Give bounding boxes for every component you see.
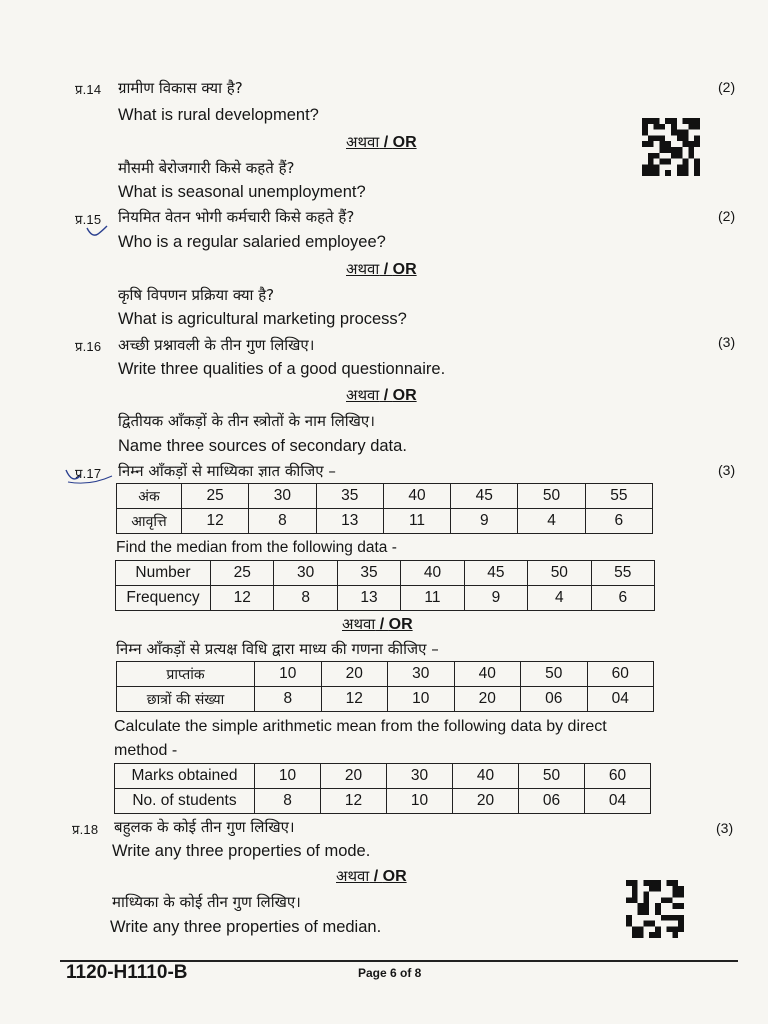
table-cell: 30 [388, 662, 455, 687]
table-cell: 10 [387, 789, 453, 814]
q16-english: Write three qualities of a good questionnaire. [118, 360, 446, 378]
q18-alt-hindi: माध्यिका के कोई तीन गुण लिखिए। [112, 893, 301, 911]
median-table-english [115, 560, 655, 611]
table-cell: 55 [591, 561, 654, 586]
q16-alt-english: Name three sources of secondary data. [118, 437, 407, 455]
table-cell: 4 [528, 586, 591, 611]
table-cell: 40 [383, 484, 450, 509]
q14-hindi: ग्रामीण विकास क्या है? [118, 79, 243, 97]
table-row [115, 789, 651, 814]
table-row [117, 662, 654, 687]
table-row [115, 764, 651, 789]
mean-table-hindi [116, 661, 654, 712]
q14-alt-hindi: मौसमी बेरोजगारी किसे कहते हैं? [118, 159, 295, 177]
table-cell: 11 [383, 509, 450, 534]
table-cell: 40 [453, 764, 519, 789]
q15-or-label: अथवा / OR [346, 260, 417, 278]
row-label: No. of students [115, 789, 255, 814]
table-cell: 25 [182, 484, 249, 509]
q17-or-label: अथवा / OR [342, 615, 413, 633]
table-cell: 11 [401, 586, 464, 611]
table-cell: 25 [211, 561, 274, 586]
table-cell: 50 [521, 662, 588, 687]
table-cell: 50 [518, 484, 585, 509]
table-cell: 04 [585, 789, 651, 814]
table-cell: 40 [401, 561, 464, 586]
row-label: अंक [117, 484, 182, 509]
q16-marks: (3) [718, 334, 736, 350]
q15-hindi: नियमित वेतन भोगी कर्मचारी किसे कहते हैं? [118, 208, 355, 226]
table-cell: 35 [316, 484, 383, 509]
table-cell: 30 [274, 561, 337, 586]
table-cell: 04 [587, 687, 654, 712]
qr-code-bottom [626, 880, 684, 938]
row-label: Number [116, 561, 211, 586]
q18-hindi: बहुलक के कोई तीन गुण लिखिए। [114, 818, 295, 836]
table-row [117, 509, 653, 534]
table-cell: 35 [337, 561, 400, 586]
q18-alt-english: Write any three properties of median. [110, 918, 382, 936]
table-cell: 8 [249, 509, 316, 534]
q17-english: Find the median from the following data - [116, 539, 397, 556]
table-cell: 30 [249, 484, 316, 509]
q16-hindi: अच्छी प्रश्नावली के तीन गुण लिखिए। [118, 336, 315, 354]
row-label: Frequency [116, 586, 211, 611]
table-cell: 50 [528, 561, 591, 586]
table-cell: 8 [255, 789, 321, 814]
row-label: Marks obtained [115, 764, 255, 789]
table-cell: 45 [451, 484, 518, 509]
table-cell: 20 [321, 764, 387, 789]
table-cell: 55 [585, 484, 652, 509]
row-label: प्राप्तांक [117, 662, 255, 687]
q18-english: Write any three properties of mode. [112, 842, 371, 860]
paper-code: 1120-H1110-B [66, 962, 188, 983]
table-cell: 6 [591, 586, 654, 611]
q15-alt-english: What is agricultural marketing process? [118, 310, 407, 328]
table-cell: 40 [454, 662, 521, 687]
q18-or-label: अथवा / OR [336, 867, 407, 885]
q16-number: प्र.16 [75, 339, 102, 354]
table-cell: 06 [519, 789, 585, 814]
q14-number: प्र.14 [75, 82, 102, 97]
q17-number: प्र.17 [75, 466, 102, 481]
table-cell: 12 [321, 687, 388, 712]
row-label: छात्रों की संख्या [117, 687, 255, 712]
q17-alt-english-line2: method - [114, 742, 178, 759]
qr-code-top [642, 118, 700, 176]
table-cell: 4 [518, 509, 585, 534]
q14-or-label: अथवा / OR [346, 133, 417, 151]
table-cell: 6 [585, 509, 652, 534]
median-table-hindi [116, 483, 653, 534]
table-cell: 45 [464, 561, 527, 586]
q16-or-label: अथवा / OR [346, 386, 417, 404]
q17-alt-hindi: निम्न आँकड़ों से प्रत्यक्ष विधि द्वारा माध्य की गणना कीजिए – [116, 640, 439, 658]
q14-english: What is rural development? [118, 106, 319, 124]
table-cell: 20 [454, 687, 521, 712]
table-cell: 60 [585, 764, 651, 789]
table-cell: 20 [321, 662, 388, 687]
q14-marks: (2) [718, 79, 736, 95]
table-cell: 9 [464, 586, 527, 611]
table-cell: 8 [255, 687, 322, 712]
q17-alt-english-line1: Calculate the simple arithmetic mean from the following data by direct [114, 718, 607, 735]
q17-marks: (3) [718, 462, 736, 478]
table-cell: 12 [182, 509, 249, 534]
table-cell: 10 [255, 662, 322, 687]
q17-hindi: निम्न आँकड़ों से माध्यिका ज्ञात कीजिए – [118, 462, 336, 480]
table-cell: 8 [274, 586, 337, 611]
table-cell: 60 [587, 662, 654, 687]
table-row [116, 586, 655, 611]
q14-alt-english: What is seasonal unemployment? [118, 183, 366, 201]
table-cell: 30 [387, 764, 453, 789]
table-cell: 50 [519, 764, 585, 789]
q15-english: Who is a regular salaried employee? [118, 233, 386, 251]
q16-alt-hindi: द्वितीयक आँकड़ों के तीन स्त्रोतों के नाम लिखिए। [118, 412, 375, 430]
table-row [117, 687, 654, 712]
q18-marks: (3) [716, 820, 734, 836]
q15-marks: (2) [718, 208, 736, 224]
table-cell: 06 [521, 687, 588, 712]
table-cell: 12 [211, 586, 274, 611]
table-row [116, 561, 655, 586]
q18-number: प्र.18 [72, 822, 99, 837]
pen-tick-mark [86, 224, 108, 240]
q15-alt-hindi: कृषि विपणन प्रक्रिया क्या है? [118, 286, 275, 304]
page-number: Page 6 of 8 [358, 966, 422, 980]
table-cell: 9 [451, 509, 518, 534]
row-label: आवृत्ति [117, 509, 182, 534]
q15-number: प्र.15 [75, 212, 102, 227]
table-row [117, 484, 653, 509]
table-cell: 20 [453, 789, 519, 814]
table-cell: 12 [321, 789, 387, 814]
table-cell: 10 [255, 764, 321, 789]
pen-circle-mark [62, 462, 118, 488]
table-cell: 13 [316, 509, 383, 534]
table-cell: 10 [388, 687, 455, 712]
mean-table-english [114, 763, 651, 814]
table-cell: 13 [337, 586, 400, 611]
